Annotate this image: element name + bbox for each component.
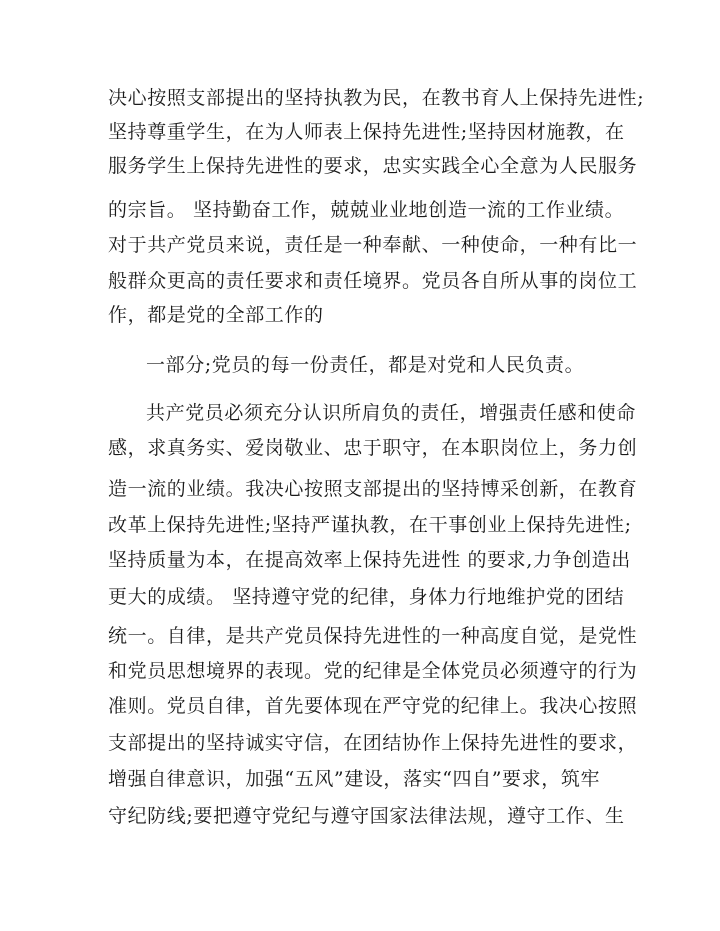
text-line: 坚持尊重学生，在为人师表上保持先进性;坚持因材施教，在 [108, 121, 625, 143]
text-line: 和党员思想境界的表现。党的纪律是全体党员必须遵守的行为 [108, 660, 638, 682]
text-line: 增强自律意识，加强“五风”建设，落实“四自”要求，筑牢 [108, 768, 601, 790]
text-line: 服务学生上保持先进性的要求，忠实实践全心全意为人民服务 [108, 155, 638, 177]
text-line: 一部分;党员的每一份责任，都是对党和人民负责。 [146, 354, 585, 376]
text-line: 支部提出的坚持诚实守信，在团结协作上保持先进性的要求， [108, 732, 638, 754]
text-line: 改革上保持先进性;坚持严谨执教，在干事创业上保持先进性; [108, 514, 632, 536]
text-line: 坚持质量为本，在提高效率上保持先进性 的要求,力争创造出 [108, 549, 631, 571]
text-line: 统一。自律，是共产党员保持先进性的一种高度自觉，是党性 [108, 625, 638, 647]
text-line: 造一流的业绩。我决心按照支部提出的坚持博采创新，在教育 [108, 478, 638, 500]
text-line: 更大的成绩。 坚持遵守党的纪律，身体力行地维护党的团结 [108, 586, 625, 608]
text-line: 决心按照支部提出的坚持执教为民，在教书育人上保持先进性; [108, 87, 645, 109]
text-line: 感，求真务实、爱岗敬业、忠于职守，在本职岗位上，务力创 [108, 437, 638, 459]
text-line: 作，都是党的全部工作的 [108, 304, 324, 326]
text-line: 共产党员必须充分认识所肩负的责任，增强责任感和使命 [146, 402, 637, 424]
text-line: 准则。党员自律，首先要体现在严守党的纪律上。我决心按照 [108, 695, 638, 717]
text-line: 对于共产党员来说，责任是一种奉献、一种使命，一种有比一 [108, 234, 638, 256]
text-line: 的宗旨。 坚持勤奋工作，兢兢业业地创造一流的工作业绩。 [108, 199, 625, 221]
text-line: 守纪防线;要把遵守党纪与遵守国家法律法规，遵守工作、生 [108, 805, 625, 827]
text-line: 般群众更高的责任要求和责任境界。党员各自所从事的岗位工 [108, 270, 638, 292]
